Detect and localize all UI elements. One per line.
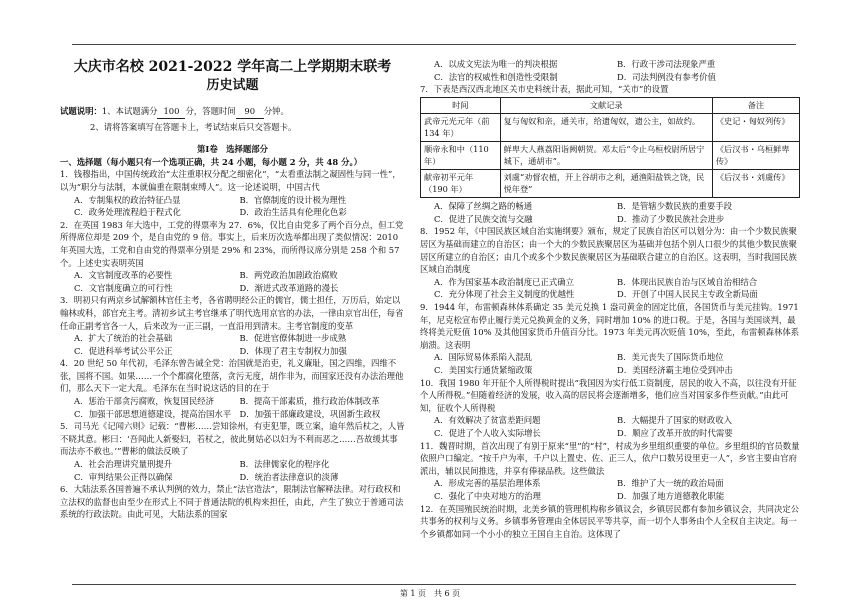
option-item: C．加强干部思想道德建设，提高治国水平 — [74, 408, 232, 419]
option-item: C．文官制度确立的可行性 — [74, 282, 173, 293]
option-item: B．维护了大一统的政治局面 — [617, 478, 724, 489]
option-item: B．行政干涉司法现象严重 — [617, 59, 716, 69]
table-header-cell: 时间 — [421, 97, 501, 114]
instructions-text-a: 1、本试题满分 — [101, 106, 158, 116]
option-item: C．促进了民族交流与交融 — [434, 213, 533, 224]
option-item: D．体现了君主专制权力加强 — [239, 345, 347, 356]
question-options — [420, 276, 800, 301]
option-item: C．充分体现了社会主义制度的优越性 — [434, 289, 575, 300]
table-header-cell: 备注 — [712, 97, 799, 114]
option-item: D．加强干部廉政建设，巩固新生政权 — [239, 408, 381, 419]
q7-table — [420, 97, 800, 199]
score-value: 100 — [157, 105, 185, 119]
q7-table-header — [421, 97, 800, 114]
option-item: B．美元丧失了国际货币地位 — [617, 352, 724, 363]
option-item: A．社会治理讲究量刑提升 — [74, 459, 173, 470]
table-row — [421, 170, 800, 198]
q7-stem: 7．下表是西汉西北地区关市史料统计表，据此可知，“关市”的设置 — [420, 84, 669, 95]
right-column — [420, 58, 800, 540]
option-item: B．大幅提升了国家的财政收入 — [617, 415, 733, 426]
exam-subtitle: 历史试题 — [206, 78, 259, 93]
table-cell: 鲜卑大人燕荔阳诣阙朝贺。邓太后“令止乌桓校尉所居宁城下，通胡市”。 — [500, 142, 712, 170]
left-column — [60, 58, 405, 521]
table-cell: 武帝元光元年（前 134 年） — [421, 114, 501, 142]
instructions-lead: 试题说明： — [60, 106, 102, 116]
table-header-cell: 文献记录 — [500, 97, 712, 114]
option-item: D．顺应了改革开放的时代需要 — [617, 427, 733, 438]
option-item: D．推动了少数民族社会进步 — [617, 213, 725, 224]
option-item: D．开创了中国人民民主专政全新局面 — [617, 289, 758, 300]
question-options — [420, 414, 800, 439]
instructions-line-2: 2、请将答案填写在答题卡上，考试结束后只交答题卡。 — [90, 121, 297, 132]
question-stem: 9．1944 年，布雷顿森林体系确定 35 美元兑换 1 盎司黄金的固定比值，各国货币与美元挂钩。1971 年，尼克松宣布停止履行美元兑换黄金的义务，同时增加 10% 的进口税。于是，各国与美国谈判，最终将美元贬值 10% 及其他国家货币升值百分比。1973 年美元再次贬值 10%，至此，布雷顿森林体系崩溃。这表明 — [420, 302, 800, 350]
question-options — [60, 194, 405, 219]
q7-options — [420, 200, 800, 225]
option-item: A．形成完善的基层治理体系 — [434, 478, 541, 489]
instructions-text-b: 分，答题时间 — [185, 106, 236, 116]
table-cell: 复与匈奴和亲，通关市，给遗匈奴，遗公主，如故约。 — [500, 114, 712, 142]
exam-title: 大庆市名校 2021-2022 学年高二上学期期末联考 — [73, 59, 392, 75]
section-heading: 一、选择题（每小题只有一个选项正确，共 24 小题，每小题 2 分，共 48 分。） — [60, 156, 363, 167]
option-item: B．促进官僚体制进一步成熟 — [239, 333, 347, 344]
question-stem: 5．司马光《记闻六则》记载：“曹彬……尝知徐州，有吏犯罪，既立案，逾年然后杖之，人皆不晓其意。彬曰：‘吾闻此人新娶妇，若杖之，彼此舅姑必以妇为不利而恶之……吾故缓其事而法亦不赦也。’”曹彬的做法反映了 — [60, 421, 405, 457]
question-stem: 11．魏晋时期，首次出现了有别于原来“里”的“村”，村成为乡里组织重要的单位。乡里组织的官员数量依照户口编定。“按千户为率，千户以上置史、佐、正三人，依户口数另设里吏一人”，乡官主要由官府派出，辅以民间推选，并享有俸禄品秩。这些做法 — [420, 440, 800, 476]
option-item: B．两党政治加剧政治腐败 — [239, 270, 338, 281]
time-value: 90 — [236, 105, 264, 119]
right-question-list — [420, 225, 800, 540]
option-item: B．是管辖少数民族的重要手段 — [617, 201, 733, 212]
option-item: C．政务处理流程趋于程式化 — [74, 207, 181, 218]
question-stem: 12．在英国殖民统治时期，北美乡镇的管理机构称乡镇议会，乡镇居民都有参加乡镇议会，共同决定公共事务的权利与义务。乡镇事务管理由全体居民平等共享，而一切个人事务由个人全权自主决定。每一个乡镇都如同一个小小的独立王国自主自治。这体现了 — [420, 503, 800, 539]
option-item: A．扩大了统治的社会基础 — [74, 333, 173, 344]
instructions-line-1 — [60, 105, 405, 119]
option-item: A．惩治干部贪污腐败，恢复国民经济 — [74, 396, 215, 407]
question-options — [60, 269, 405, 294]
table-cell: 《后汉书・刘虞传》 — [712, 170, 799, 198]
option-item: A．专制集权的政治特征凸显 — [74, 194, 181, 205]
option-item: A．国际贸易体系陷入混乱 — [434, 352, 533, 363]
q7-table-body — [421, 114, 800, 198]
option-item: A．文官制度改革的必要性 — [74, 270, 173, 281]
top-rule — [72, 44, 796, 45]
question-stem: 1．钱穆指出，中国传统政治“太注重职权分配之细密化”，“太看重法制之凝固性与同一性”，以为“职分与法制，本就偏重在限制束缚人”。这一论述说明，中国古代 — [60, 169, 401, 192]
question-stem: 6．大陆法系各国普遍不承认判例的效力，禁止“法官造法”，限制法官解释法律。对行政权和立法权的监督也由至少在形式上不同于普通法院的机构来担任，由此，产生了独立于普通司法系统的行政法院。由此可见，大陆法系的国家 — [60, 484, 404, 520]
table-cell: 《史记・匈奴列传》 — [712, 114, 799, 142]
option-item: B．官僚制度的设计极为理性 — [239, 194, 347, 205]
table-cell: 刘虞“劝督农植，开上谷胡市之利，通渔阳盐铁之饶，民悦年登” — [500, 170, 712, 198]
option-item: D．统治者法律意识的淡薄 — [239, 471, 339, 482]
option-item: A．有效解决了贫富差距问题 — [434, 415, 541, 426]
option-item: D．政治生活具有伦理化色彩 — [239, 207, 347, 218]
table-row — [421, 142, 800, 170]
bottom-rule — [72, 584, 796, 585]
question-options — [60, 332, 405, 357]
option-item: D．司法判例没有参考价值 — [617, 71, 716, 82]
option-item: B．法律儒家化的程序化 — [239, 459, 330, 470]
option-item: D．渐进式改革道路的漫长 — [239, 282, 339, 293]
table-cell: 献帝初平元年（190 年） — [421, 170, 501, 198]
option-item: A．作为国家基本政治制度已正式确立 — [434, 276, 575, 287]
page-footer: 第 1 页 共 6 页 — [399, 589, 461, 598]
question-stem: 4．20 世纪 50 年代初，毛泽东曾告诫全党：治国就是治吏，礼义廉耻，国之四维，四维不张，国将不国。如果……一个个都腐化堕落，贪污无度，胡作非为，而国家还没有办法治理他们，那么天下一定大乱。毛泽东在当时说这话的目的在于 — [60, 358, 404, 394]
instructions-text-c: 分钟。 — [263, 106, 289, 116]
option-item: C．促进了个人收入实际增长 — [434, 427, 541, 438]
question-options — [60, 395, 405, 420]
option-item: C．美国实行通货紧缩政策 — [434, 365, 533, 375]
question-stem: 3．明初只有两京乡试解额林官任主考，各省聘明经公正的儒官，儒士担任，万历后，始定以翰林或科，部官充主考。清初乡试主考官继承了明代选用京官的办法，一律由京官出任，每省任命正副考官各一人，后来改为一正三副，一直沿用到清末。主考官制度的变革 — [60, 295, 404, 331]
question-stem: 8．1952 年，《中国民族区域自治实施纲要》颁布，规定了民族自治区可以划分为：由一个少数民族聚居区为基础而建立的自治区；由一个大的少数民族聚居区为基础并包括个别人口很少的其他少数民族聚居区所建立的自治区；由几个或多个少数民族聚居区为基础联合建立的自治区。这表明，当时我国民族区域自治制度 — [420, 226, 797, 275]
table-cell: 《后汉书・乌桓鲜卑传》 — [712, 142, 799, 170]
option-item: C．促进科举考试公平公正 — [74, 345, 173, 356]
table-row — [421, 114, 800, 142]
question-options — [420, 351, 800, 376]
option-item: B．体现出民族自治与区域自治相结合 — [617, 276, 758, 287]
question-options — [420, 477, 800, 502]
left-question-list — [60, 168, 405, 521]
question-stem: 2．在英国 1983 年大选中，工党的得票率为 27．6%，仅比自由党多了两个百分点，但工党所得席位却是 209 个，是自由党的 9 倍。事实上，后来历次选举都出现了类似情况：2010 年英国大选，工党和自由党的得票率分别是 29% 和 23%，而所得议席分别是 258 个和 57 个。上述史实表明英国 — [60, 219, 404, 268]
question-stem: 10．我国 1980 年开征个人所得税时提出“我国因为实行低工资制度，居民的收入不高，以往没有开征个人所得税。”但随着经济的发展，收入高的居民将会逐渐增多，他们应当对国家多作些贡献。”由此可知，征收个人所得税 — [420, 377, 797, 413]
option-item: C．法官的权威性和创造性受限制 — [434, 71, 558, 82]
option-item: C．强化了中央对地方的治理 — [434, 490, 541, 501]
question-options — [60, 458, 405, 483]
option-item: A．保障了丝绸之路的畅通 — [434, 201, 533, 212]
option-item: B．提高干部素质，推行政治体制改革 — [239, 396, 380, 407]
table-cell: 顺帝永和中（110 年） — [421, 142, 501, 170]
q6-options — [420, 58, 800, 83]
option-item: A．以成文宪法为唯一的判决根据 — [434, 59, 558, 69]
option-item: D．加强了地方道德教化职能 — [617, 490, 725, 501]
option-item: C．审判结果公正得以确保 — [74, 471, 173, 482]
option-item: D．美国经济霸主地位受到冲击 — [617, 365, 733, 375]
part1-heading: 第Ⅰ卷 选择题部分 — [197, 144, 268, 155]
